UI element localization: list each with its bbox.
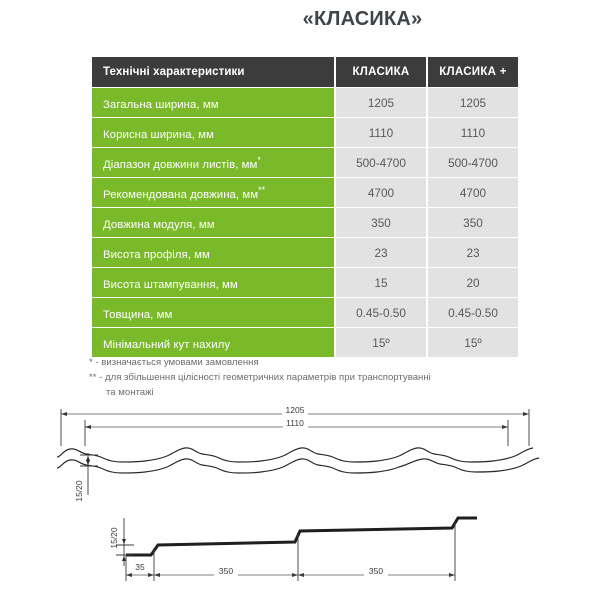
- dim-label-module-1: 350: [218, 566, 234, 576]
- dim-label-bottom-height: 15/20: [109, 527, 119, 549]
- arrow-left-useful: [85, 425, 91, 429]
- cell-classic: 0.45-0.50: [334, 298, 426, 327]
- arrow-right-module-1: [292, 573, 298, 577]
- footnote-double-asterisk: ** - для збільшення цілісності геометричних параметрів при транспортуванні: [89, 372, 431, 383]
- cell-classic: 1110: [334, 118, 426, 147]
- row-label-text: Довжина модуля, мм: [103, 218, 215, 231]
- row-label: [92, 88, 334, 117]
- table-row: [92, 178, 518, 207]
- row-label-text: Рекомендована довжина, мм: [103, 188, 259, 201]
- arrow-right-overlap: [148, 573, 154, 577]
- table-header-row: [92, 57, 518, 87]
- arrow-height-top-up: [86, 460, 90, 465]
- bottom-profile-drawing: [109, 518, 477, 581]
- column-header-classic: КЛАСИКА: [334, 57, 426, 87]
- row-label-text: Загальна ширина, мм: [103, 98, 219, 111]
- row-label-text: Висота профіля, мм: [103, 248, 210, 261]
- dim-label-top-height: 15/20: [74, 480, 84, 502]
- cell-classic-plus: 500-4700: [426, 148, 518, 177]
- row-label-sup: **: [258, 184, 266, 195]
- top-profile-drawing: [57, 405, 539, 502]
- cell-classic: 1205: [334, 88, 426, 117]
- specifications-table: [92, 56, 518, 358]
- cell-classic: 23: [334, 238, 426, 267]
- dim-label-module-2: 350: [368, 566, 384, 576]
- dim-label-useful-width: 1110: [286, 418, 304, 428]
- arrow-right-total: [523, 412, 529, 416]
- arrow-height-bottom-down: [122, 556, 126, 561]
- technical-drawings: [0, 398, 600, 598]
- cell-classic-plus: 1205: [426, 88, 518, 117]
- footnotes: [89, 355, 539, 400]
- arrow-height-bottom-up: [122, 539, 126, 544]
- cell-classic-plus: 4700: [426, 178, 518, 207]
- row-label: [92, 118, 334, 147]
- row-label: [92, 298, 334, 327]
- page-title: «КЛАСИКА»: [302, 8, 423, 30]
- dim-label-total-width: 1205: [285, 405, 305, 415]
- row-label-text: Товщина, мм: [103, 308, 173, 321]
- table-row: [92, 328, 518, 357]
- row-label: [92, 238, 334, 267]
- row-label-sup: *: [257, 154, 261, 165]
- step-profile-path: [126, 518, 477, 555]
- cell-classic: 4700: [334, 178, 426, 207]
- arrow-left-module-2: [298, 573, 304, 577]
- arrow-left-total: [61, 412, 67, 416]
- wave-lower-edge: [57, 458, 539, 473]
- table-row: [92, 148, 518, 177]
- row-label: [92, 268, 334, 297]
- row-label-text: Висота штампування, мм: [103, 278, 238, 291]
- table-row: [92, 88, 518, 117]
- row-label: [92, 178, 334, 207]
- arrow-left-module-1: [154, 573, 160, 577]
- cell-classic: 350: [334, 208, 426, 237]
- cell-classic-plus: 20: [426, 268, 518, 297]
- dim-label-overlap: 35: [135, 562, 145, 572]
- row-label: [92, 208, 334, 237]
- table-body: [92, 88, 518, 357]
- cell-classic-plus: 23: [426, 238, 518, 267]
- cell-classic: 15: [334, 268, 426, 297]
- table-row: [92, 118, 518, 147]
- cell-classic-plus: 15º: [426, 328, 518, 357]
- table-row: [92, 298, 518, 327]
- wave-upper-edge: [57, 448, 533, 462]
- row-label: [92, 328, 334, 357]
- column-header-classic-plus: КЛАСИКА +: [426, 57, 518, 87]
- cell-classic-plus: 0.45-0.50: [426, 298, 518, 327]
- table-header: [92, 57, 518, 87]
- footnote-double-asterisk-continued: та монтажі: [106, 387, 154, 398]
- row-label-text: Корисна ширина, мм: [103, 128, 214, 141]
- cell-classic-plus: 350: [426, 208, 518, 237]
- cell-classic-plus: 1110: [426, 118, 518, 147]
- footnote-single-asterisk: * - визначається умовами замовлення: [89, 357, 259, 368]
- cell-classic: 15º: [334, 328, 426, 357]
- cell-classic: 500-4700: [334, 148, 426, 177]
- arrow-right-useful: [502, 425, 508, 429]
- row-label-text: Діапазон довжини листів, мм: [103, 158, 258, 171]
- column-header-characteristics: Технічні характеристики: [92, 57, 334, 87]
- arrow-left-overlap: [126, 573, 132, 577]
- row-label: [92, 148, 334, 177]
- table-row: [92, 208, 518, 237]
- row-label-text: Мінімальний кут нахилу: [103, 338, 231, 351]
- table-row: [92, 238, 518, 267]
- arrow-right-module-2: [449, 573, 455, 577]
- table-row: [92, 268, 518, 297]
